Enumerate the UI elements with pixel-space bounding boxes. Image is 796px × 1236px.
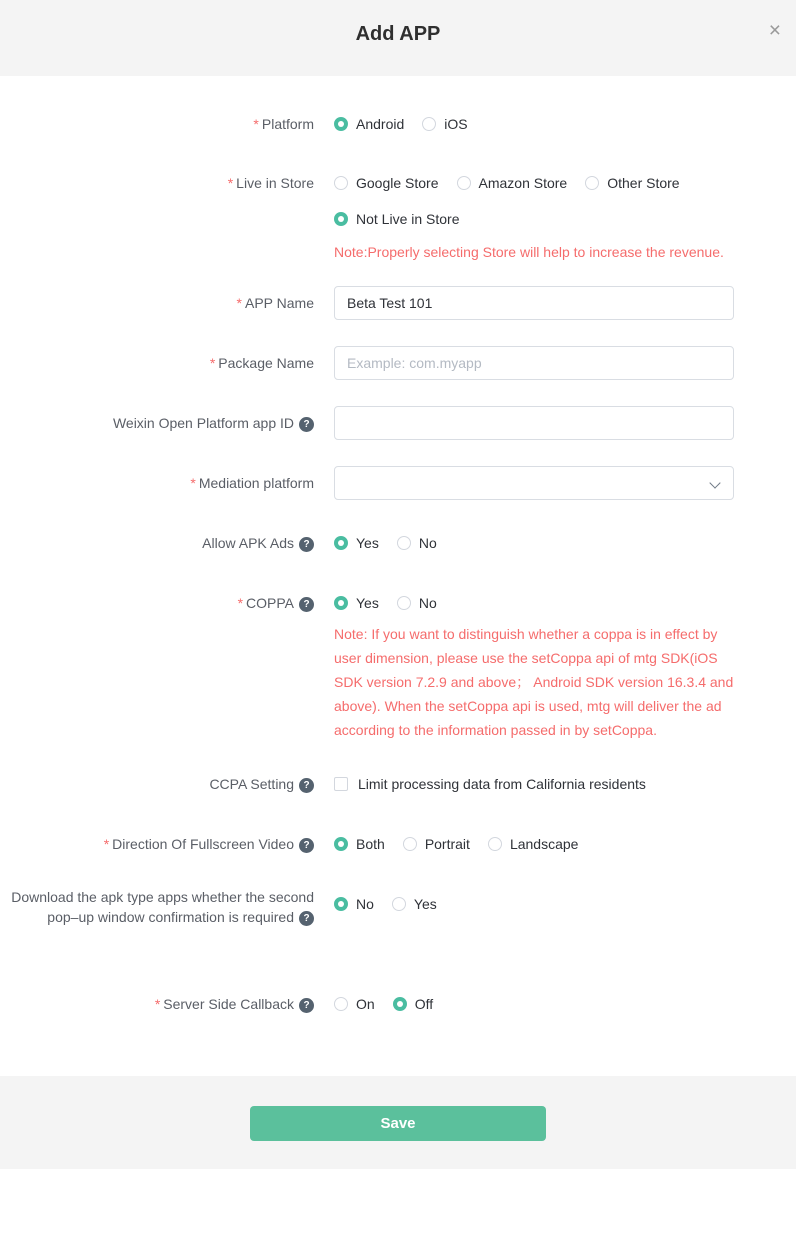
required-mark: * bbox=[227, 175, 234, 191]
dialog-footer bbox=[0, 1076, 796, 1169]
radio-label: iOS bbox=[444, 116, 468, 132]
required-mark: * bbox=[103, 836, 110, 852]
required-mark: * bbox=[209, 355, 216, 371]
row-mediation-platform bbox=[0, 466, 796, 500]
help-icon[interactable]: ? bbox=[299, 998, 314, 1013]
radio-label: Both bbox=[356, 836, 385, 852]
radio-option-google-store[interactable] bbox=[334, 175, 439, 191]
row-ccpa-setting bbox=[0, 767, 796, 801]
help-icon[interactable]: ? bbox=[299, 778, 314, 793]
dialog-body bbox=[0, 76, 796, 1076]
radio-label: Not Live in Store bbox=[356, 211, 460, 227]
radio-label: Portrait bbox=[424, 836, 470, 852]
package-name-input[interactable] bbox=[334, 346, 734, 380]
chevron-down-icon bbox=[709, 477, 720, 488]
radio-callback-on[interactable] bbox=[334, 997, 348, 1011]
radio-allow-no[interactable] bbox=[397, 536, 411, 550]
required-mark: * bbox=[237, 595, 244, 611]
row-server-side-callback bbox=[0, 987, 796, 1021]
row-platform bbox=[0, 107, 796, 141]
row-direction-of-fullscreen-video bbox=[0, 827, 796, 861]
store-note: Note:Properly selecting Store will help to increase the revenue. bbox=[334, 244, 724, 260]
help-icon[interactable]: ? bbox=[299, 911, 314, 926]
radio-label: On bbox=[356, 996, 375, 1012]
radio-download-no[interactable] bbox=[334, 897, 348, 911]
radio-download-yes[interactable] bbox=[392, 897, 406, 911]
row-download-confirm bbox=[0, 887, 796, 927]
radio-option-not-live-in-store[interactable] bbox=[334, 211, 460, 227]
radio-label: Landscape bbox=[509, 836, 579, 852]
radio-label: Other Store bbox=[607, 175, 680, 191]
row-app-name bbox=[0, 286, 796, 320]
coppa-note: Note: If you want to distinguish whether a coppa is in effect by user dimension, please use the setCoppa api of mtg SDK(iOS SDK version 7.2.9 and above； Android SDK version 16.3.4 and above). When the setCoppa api is used, mtg will deliver the ad according to the information passed in by setCoppa. bbox=[334, 626, 734, 738]
radio-option-android[interactable] bbox=[334, 116, 404, 132]
save-button[interactable]: Save bbox=[250, 1106, 546, 1141]
radio-label: Google Store bbox=[356, 175, 439, 191]
radio-landscape[interactable] bbox=[488, 837, 502, 851]
radio-option-callback-off[interactable] bbox=[393, 996, 433, 1012]
required-mark: * bbox=[253, 116, 259, 132]
close-icon[interactable]: × bbox=[768, 19, 781, 42]
allow-apk-ads-label: Allow APK Ads ? bbox=[0, 526, 314, 560]
help-icon[interactable]: ? bbox=[299, 597, 314, 612]
radio-google-store[interactable] bbox=[334, 176, 348, 190]
ccpa-checkbox[interactable] bbox=[334, 777, 348, 791]
ccpa-setting-label: CCPA Setting ? bbox=[0, 767, 314, 801]
required-mark: * bbox=[236, 295, 242, 311]
mediation-platform-label: * Mediation platform bbox=[190, 475, 314, 491]
radio-both[interactable] bbox=[334, 837, 348, 851]
radio-not-live-in-store[interactable] bbox=[334, 212, 348, 226]
radio-portrait[interactable] bbox=[403, 837, 417, 851]
radio-option-amazon-store[interactable] bbox=[457, 175, 568, 191]
radio-label: No bbox=[356, 896, 374, 912]
radio-amazon-store[interactable] bbox=[457, 176, 471, 190]
row-allow-apk-ads bbox=[0, 526, 796, 560]
coppa-label: * COPPA ? bbox=[0, 586, 314, 620]
radio-ios[interactable] bbox=[422, 117, 436, 131]
help-icon[interactable]: ? bbox=[299, 838, 314, 853]
app-name-input[interactable] bbox=[334, 286, 734, 320]
radio-allow-yes[interactable] bbox=[334, 536, 348, 550]
mediation-platform-select[interactable] bbox=[334, 466, 734, 500]
radio-label: Off bbox=[414, 996, 434, 1012]
server-side-callback-label: * Server Side Callback ? bbox=[0, 987, 314, 1021]
ccpa-checkbox-label: Limit processing data from California residents bbox=[358, 776, 646, 792]
row-package-name bbox=[0, 346, 796, 380]
radio-option-download-no[interactable] bbox=[334, 896, 374, 912]
radio-option-allow-no[interactable] bbox=[397, 535, 437, 551]
radio-option-other-store[interactable] bbox=[585, 175, 679, 191]
platform-label: * Platform bbox=[253, 116, 314, 132]
help-icon[interactable]: ? bbox=[299, 537, 314, 552]
ccpa-checkbox-option[interactable] bbox=[334, 767, 734, 801]
radio-label: Android bbox=[356, 116, 405, 132]
radio-option-callback-on[interactable] bbox=[334, 996, 375, 1012]
help-icon[interactable]: ? bbox=[299, 417, 314, 432]
row-live-in-store bbox=[0, 166, 796, 264]
radio-label: No bbox=[418, 535, 437, 551]
radio-label: No bbox=[418, 595, 437, 611]
radio-option-landscape[interactable] bbox=[488, 836, 579, 852]
radio-callback-off[interactable] bbox=[393, 997, 407, 1011]
dialog-header bbox=[0, 0, 796, 76]
dialog-title: Add APP bbox=[355, 23, 441, 45]
required-mark: * bbox=[154, 996, 161, 1012]
row-coppa bbox=[0, 586, 796, 742]
radio-option-ios[interactable] bbox=[422, 116, 467, 132]
required-mark: * bbox=[190, 475, 196, 491]
download-confirm-label: Download the apk type apps whether the second pop–up window confirmation is required ? bbox=[11, 889, 314, 925]
row-weixin-app-id bbox=[0, 406, 796, 440]
radio-label: Amazon Store bbox=[478, 175, 568, 191]
radio-label: Yes bbox=[413, 896, 437, 912]
radio-option-coppa-no[interactable] bbox=[397, 595, 437, 611]
direction-label: * Direction Of Fullscreen Video ? bbox=[0, 827, 314, 861]
radio-android[interactable] bbox=[334, 117, 348, 131]
radio-label: Yes bbox=[356, 595, 379, 611]
radio-option-portrait[interactable] bbox=[403, 836, 470, 852]
weixin-app-id-label: Weixin Open Platform app ID ? bbox=[0, 406, 314, 440]
radio-option-download-yes[interactable] bbox=[392, 896, 437, 912]
radio-option-both[interactable] bbox=[334, 836, 385, 852]
app-name-label: * APP Name bbox=[236, 295, 314, 311]
package-name-label: * Package Name bbox=[209, 355, 314, 371]
radio-other-store[interactable] bbox=[585, 176, 599, 190]
live-in-store-label: * Live in Store bbox=[227, 175, 314, 191]
radio-label: Yes bbox=[356, 535, 379, 551]
weixin-app-id-input[interactable] bbox=[334, 406, 734, 440]
radio-option-coppa-yes[interactable] bbox=[334, 595, 379, 611]
radio-coppa-yes[interactable] bbox=[334, 596, 348, 610]
radio-option-allow-yes[interactable] bbox=[334, 535, 379, 551]
radio-coppa-no[interactable] bbox=[397, 596, 411, 610]
